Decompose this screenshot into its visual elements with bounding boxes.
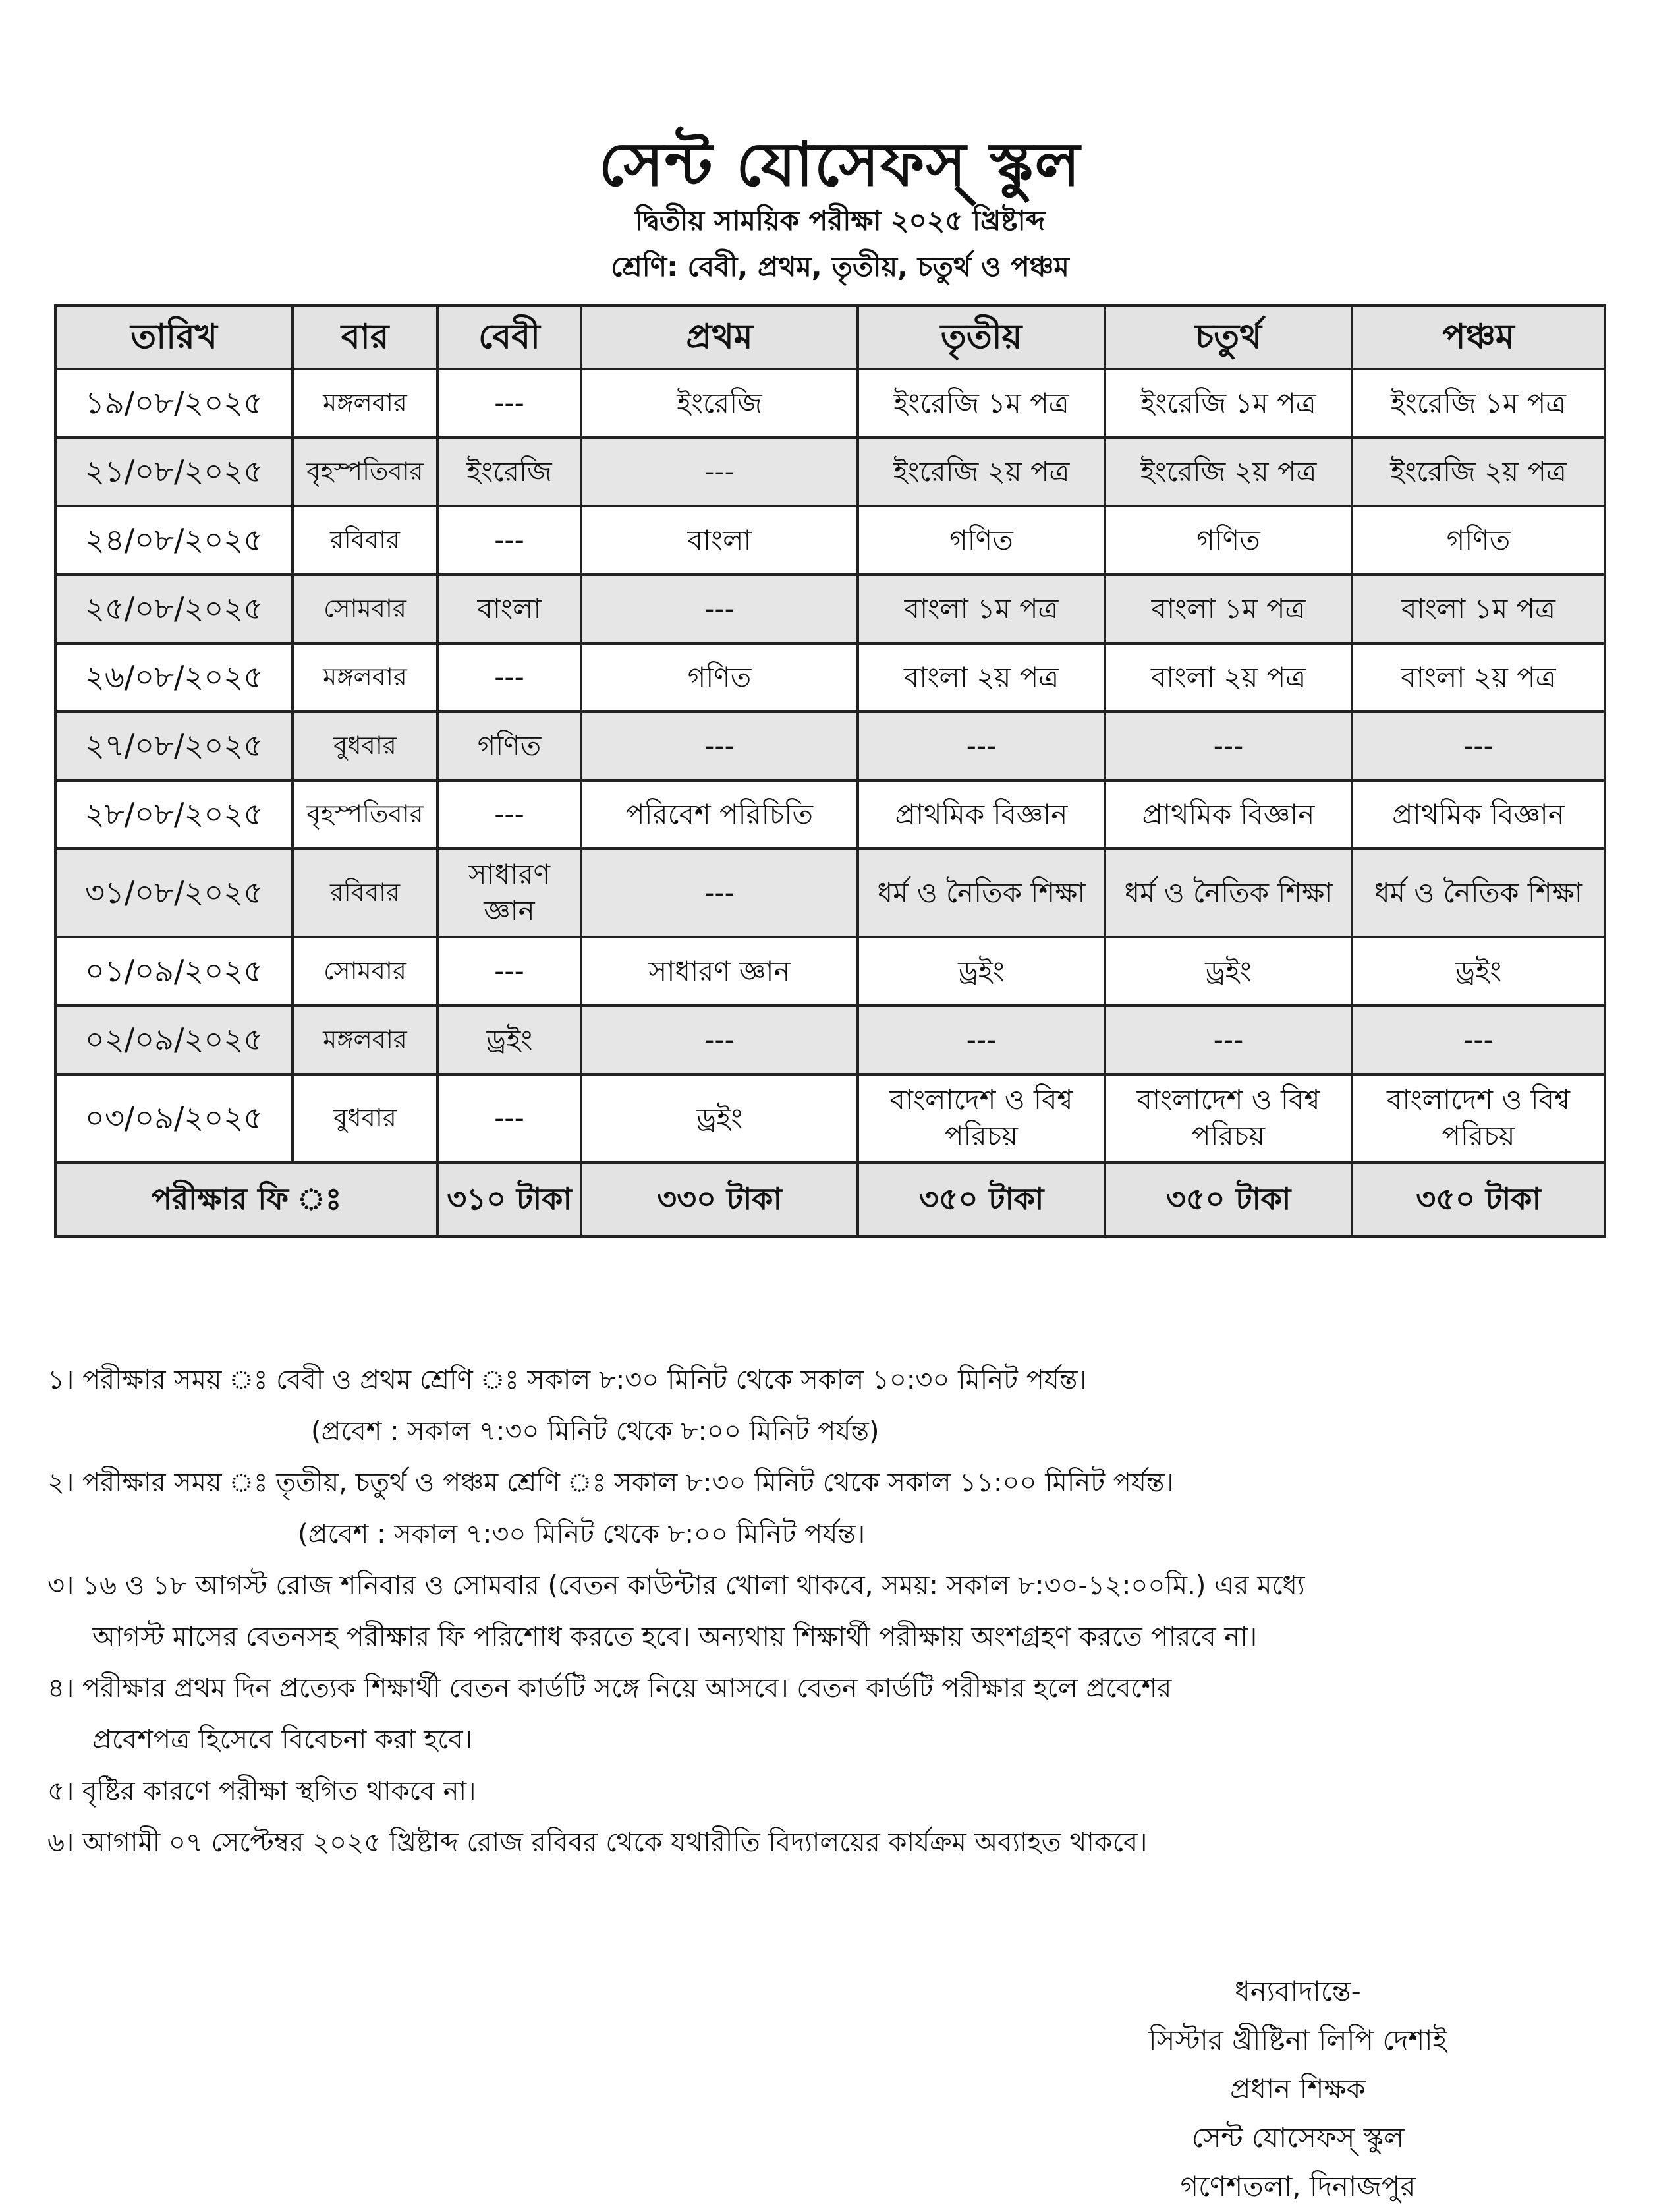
cell-fifth: বাংলা ২য় পত্র — [1352, 643, 1605, 712]
cell-fourth: গণিত — [1105, 506, 1352, 575]
cell-day: মঙ্গলবার — [293, 1006, 437, 1074]
cell-third: ড্রইং — [858, 937, 1105, 1006]
exam-fee-first: ৩৩০ টাকা — [581, 1163, 858, 1236]
cell-fifth: গণিত — [1352, 506, 1605, 575]
signatory-name: সিস্টার খ্রীষ্টিনা লিপি দেশাই — [1148, 2024, 1447, 2056]
column-header-baby: বেবী — [437, 306, 581, 369]
cell-fourth: ইংরেজি ১ম পত্র — [1105, 369, 1352, 438]
cell-day: সোমবার — [293, 575, 437, 643]
cell-baby: --- — [437, 780, 581, 849]
cell-day: বুধবার — [293, 1074, 437, 1163]
cell-first: --- — [581, 438, 858, 506]
cell-fifth: ইংরেজি ১ম পত্র — [1352, 369, 1605, 438]
table-row — [55, 369, 1605, 438]
cell-fourth: ড্রইং — [1105, 937, 1352, 1006]
cell-fourth: বাংলা ২য় পত্র — [1105, 643, 1352, 712]
cell-first: ইংরেজি — [581, 369, 858, 438]
table-header-row — [55, 306, 1605, 369]
instruction-2-entry-time: (প্রবেশ : সকাল ৭:৩০ মিনিট থেকে ৮:০০ মিনিট পর্যন্ত। — [298, 1519, 866, 1549]
cell-day: সোমবার — [293, 937, 437, 1006]
cell-date: ২৭/০৮/২০২৫ — [55, 712, 293, 780]
classes-line: শ্রেণি: বেবী, প্রথম, তৃতীয়, চতুর্থ ও পঞ্চম — [611, 250, 1069, 283]
cell-baby: ড্রইং — [437, 1006, 581, 1074]
cell-date: ২৮/০৮/২০২৫ — [55, 780, 293, 849]
instruction-6: ৬। আগামী ০৭ সেপ্টেম্বর ২০২৫ খ্রিষ্টাব্দ রোজ রবিবর থেকে যথারীতি বিদ্যালয়ের কার্যক্রম অব্যাহত থাকবে। — [47, 1827, 1148, 1858]
instruction-5: ৫। বৃষ্টির কারণে পরীক্ষা স্থগিত থাকবে না। — [47, 1776, 476, 1806]
table-row — [55, 1006, 1605, 1074]
cell-first: পরিবেশ পরিচিতি — [581, 780, 858, 849]
column-header-fifth: পঞ্চম — [1352, 306, 1605, 369]
table-row — [55, 712, 1605, 780]
cell-first: গণিত — [581, 643, 858, 712]
cell-fourth: বাংলা ১ম পত্র — [1105, 575, 1352, 643]
cell-day: বৃহস্পতিবার — [293, 780, 437, 849]
cell-date: ২৫/০৮/২০২৫ — [55, 575, 293, 643]
cell-fifth: ধর্ম ও নৈতিক শিক্ষা — [1352, 849, 1605, 937]
cell-baby: --- — [437, 937, 581, 1006]
cell-fourth: --- — [1105, 712, 1352, 780]
cell-third: বাংলাদেশ ও বিশ্ব পরিচয় — [858, 1074, 1105, 1163]
cell-fifth: ড্রইং — [1352, 937, 1605, 1006]
school-name: সেন্ট যোসেফস্ স্কুল — [598, 129, 1082, 200]
cell-date: ০১/০৯/২০২৫ — [55, 937, 293, 1006]
cell-first: --- — [581, 712, 858, 780]
exam-fee-row — [55, 1163, 1605, 1236]
cell-fourth: প্রাথমিক বিজ্ঞান — [1105, 780, 1352, 849]
cell-date: ১৯/০৮/২০২৫ — [55, 369, 293, 438]
exam-fee-fifth: ৩৫০ টাকা — [1352, 1163, 1605, 1236]
signatory-address: গণেশতলা, দিনাজপুর — [1180, 2170, 1416, 2202]
cell-third: গণিত — [858, 506, 1105, 575]
instructions-list — [47, 1354, 1642, 1868]
table-row — [55, 643, 1605, 712]
instruction-3-continued: আগস্ট মাসের বেতনসহ পরীক্ষার ফি পরিশোধ করতে হবে। অন্যথায় শিক্ষার্থী পরীক্ষায় অংশগ্রহণ করতে পারবে না। — [92, 1622, 1258, 1652]
cell-day: রবিবার — [293, 849, 437, 937]
cell-day: মঙ্গলবার — [293, 369, 437, 438]
table-row — [55, 506, 1605, 575]
cell-first: ড্রইং — [581, 1074, 858, 1163]
cell-baby: --- — [437, 1074, 581, 1163]
cell-baby: --- — [437, 643, 581, 712]
instruction-4-continued: প্রবেশপত্র হিসেবে বিবেচনা করা হবে। — [92, 1725, 472, 1755]
instruction-1: ১। পরীক্ষার সময় ঃ বেবী ও প্রথম শ্রেণি ঃ সকাল ৮:৩০ মিনিট থেকে সকাল ১০:৩০ মিনিট পর্যন্ত। — [47, 1365, 1087, 1395]
cell-third: ধর্ম ও নৈতিক শিক্ষা — [858, 849, 1105, 937]
cell-third: বাংলা ২য় পত্র — [858, 643, 1105, 712]
cell-first: সাধারণ জ্ঞান — [581, 937, 858, 1006]
cell-date: ০৩/০৯/২০২৫ — [55, 1074, 293, 1163]
cell-fourth: বাংলাদেশ ও বিশ্ব পরিচয় — [1105, 1074, 1352, 1163]
cell-baby: বাংলা — [437, 575, 581, 643]
closing-text: ধন্যবাদান্তে- — [1235, 1975, 1361, 2007]
exam-fee-fourth: ৩৫০ টাকা — [1105, 1163, 1352, 1236]
cell-fifth: বাংলা ১ম পত্র — [1352, 575, 1605, 643]
cell-baby: সাধারণ জ্ঞান — [437, 849, 581, 937]
cell-date: ০২/০৯/২০২৫ — [55, 1006, 293, 1074]
column-header-third: তৃতীয় — [858, 306, 1105, 369]
table-row — [55, 1074, 1605, 1163]
cell-fifth: ইংরেজি ২য় পত্র — [1352, 438, 1605, 506]
cell-third: --- — [858, 1006, 1105, 1074]
cell-baby: --- — [437, 506, 581, 575]
cell-day: মঙ্গলবার — [293, 643, 437, 712]
cell-first: --- — [581, 1006, 858, 1074]
table-row — [55, 849, 1605, 937]
column-header-date: তারিখ — [55, 306, 293, 369]
table-row — [55, 575, 1605, 643]
cell-baby: ইংরেজি — [437, 438, 581, 506]
cell-baby: --- — [437, 369, 581, 438]
cell-date: ২১/০৮/২০২৫ — [55, 438, 293, 506]
column-header-day: বার — [293, 306, 437, 369]
table-row — [55, 780, 1605, 849]
cell-third: ইংরেজি ২য় পত্র — [858, 438, 1105, 506]
cell-fifth: --- — [1352, 1006, 1605, 1074]
exam-fee-label: পরীক্ষার ফি ঃ — [55, 1163, 437, 1236]
cell-first: বাংলা — [581, 506, 858, 575]
cell-baby: গণিত — [437, 712, 581, 780]
exam-fee-third: ৩৫০ টাকা — [858, 1163, 1105, 1236]
cell-third: --- — [858, 712, 1105, 780]
cell-first: --- — [581, 849, 858, 937]
cell-fourth: ধর্ম ও নৈতিক শিক্ষা — [1105, 849, 1352, 937]
cell-third: ইংরেজি ১ম পত্র — [858, 369, 1105, 438]
column-header-first: প্রথম — [581, 306, 858, 369]
cell-third: প্রাথমিক বিজ্ঞান — [858, 780, 1105, 849]
cell-date: ২৬/০৮/২০২৫ — [55, 643, 293, 712]
cell-date: ৩১/০৮/২০২৫ — [55, 849, 293, 937]
signatory-designation: প্রধান শিক্ষক — [1230, 2073, 1366, 2105]
exam-routine-table — [54, 304, 1606, 1238]
cell-fourth: --- — [1105, 1006, 1352, 1074]
cell-day: বুধবার — [293, 712, 437, 780]
instruction-4: ৪। পরীক্ষার প্রথম দিন প্রত্যেক শিক্ষার্থী বেতন কার্ডটি সঙ্গে নিয়ে আসবে। বেতন কার্ডটি পরীক্ষার হলে প্রবেশের — [47, 1673, 1172, 1704]
instruction-1-entry-time: (প্রবেশ : সকাল ৭:৩০ মিনিট থেকে ৮:০০ মিনিট পর্যন্ত) — [311, 1416, 880, 1447]
cell-first: --- — [581, 575, 858, 643]
cell-day: রবিবার — [293, 506, 437, 575]
cell-day: বৃহস্পতিবার — [293, 438, 437, 506]
cell-third: বাংলা ১ম পত্র — [858, 575, 1105, 643]
cell-fourth: ইংরেজি ২য় পত্র — [1105, 438, 1352, 506]
column-header-fourth: চতুর্থ — [1105, 306, 1352, 369]
cell-fifth: --- — [1352, 712, 1605, 780]
cell-fifth: প্রাথমিক বিজ্ঞান — [1352, 780, 1605, 849]
signatory-school: সেন্ট যোসেফস্ স্কুল — [1191, 2121, 1405, 2154]
cell-fifth: বাংলাদেশ ও বিশ্ব পরিচয় — [1352, 1074, 1605, 1163]
instruction-3: ৩। ১৬ ও ১৮ আগস্ট রোজ শনিবার ও সোমবার (বেতন কাউন্টার খোলা থাকবে, সময়: সকাল ৮:৩০-১২:০০মি.) এর মধ্যে — [47, 1570, 1305, 1601]
cell-date: ২৪/০৮/২০২৫ — [55, 506, 293, 575]
table-row — [55, 438, 1605, 506]
table-row — [55, 937, 1605, 1006]
exam-fee-baby: ৩১০ টাকা — [437, 1163, 581, 1236]
exam-title: দ্বিতীয় সাময়িক পরীক্ষা ২০২৫ খ্রিষ্টাব্দ — [634, 204, 1046, 237]
instruction-2: ২। পরীক্ষার সময় ঃ তৃতীয়, চতুর্থ ও পঞ্চম শ্রেণি ঃ সকাল ৮:৩০ মিনিট থেকে সকাল ১১:০০ মিনিট পর্যন্ত। — [47, 1468, 1174, 1498]
